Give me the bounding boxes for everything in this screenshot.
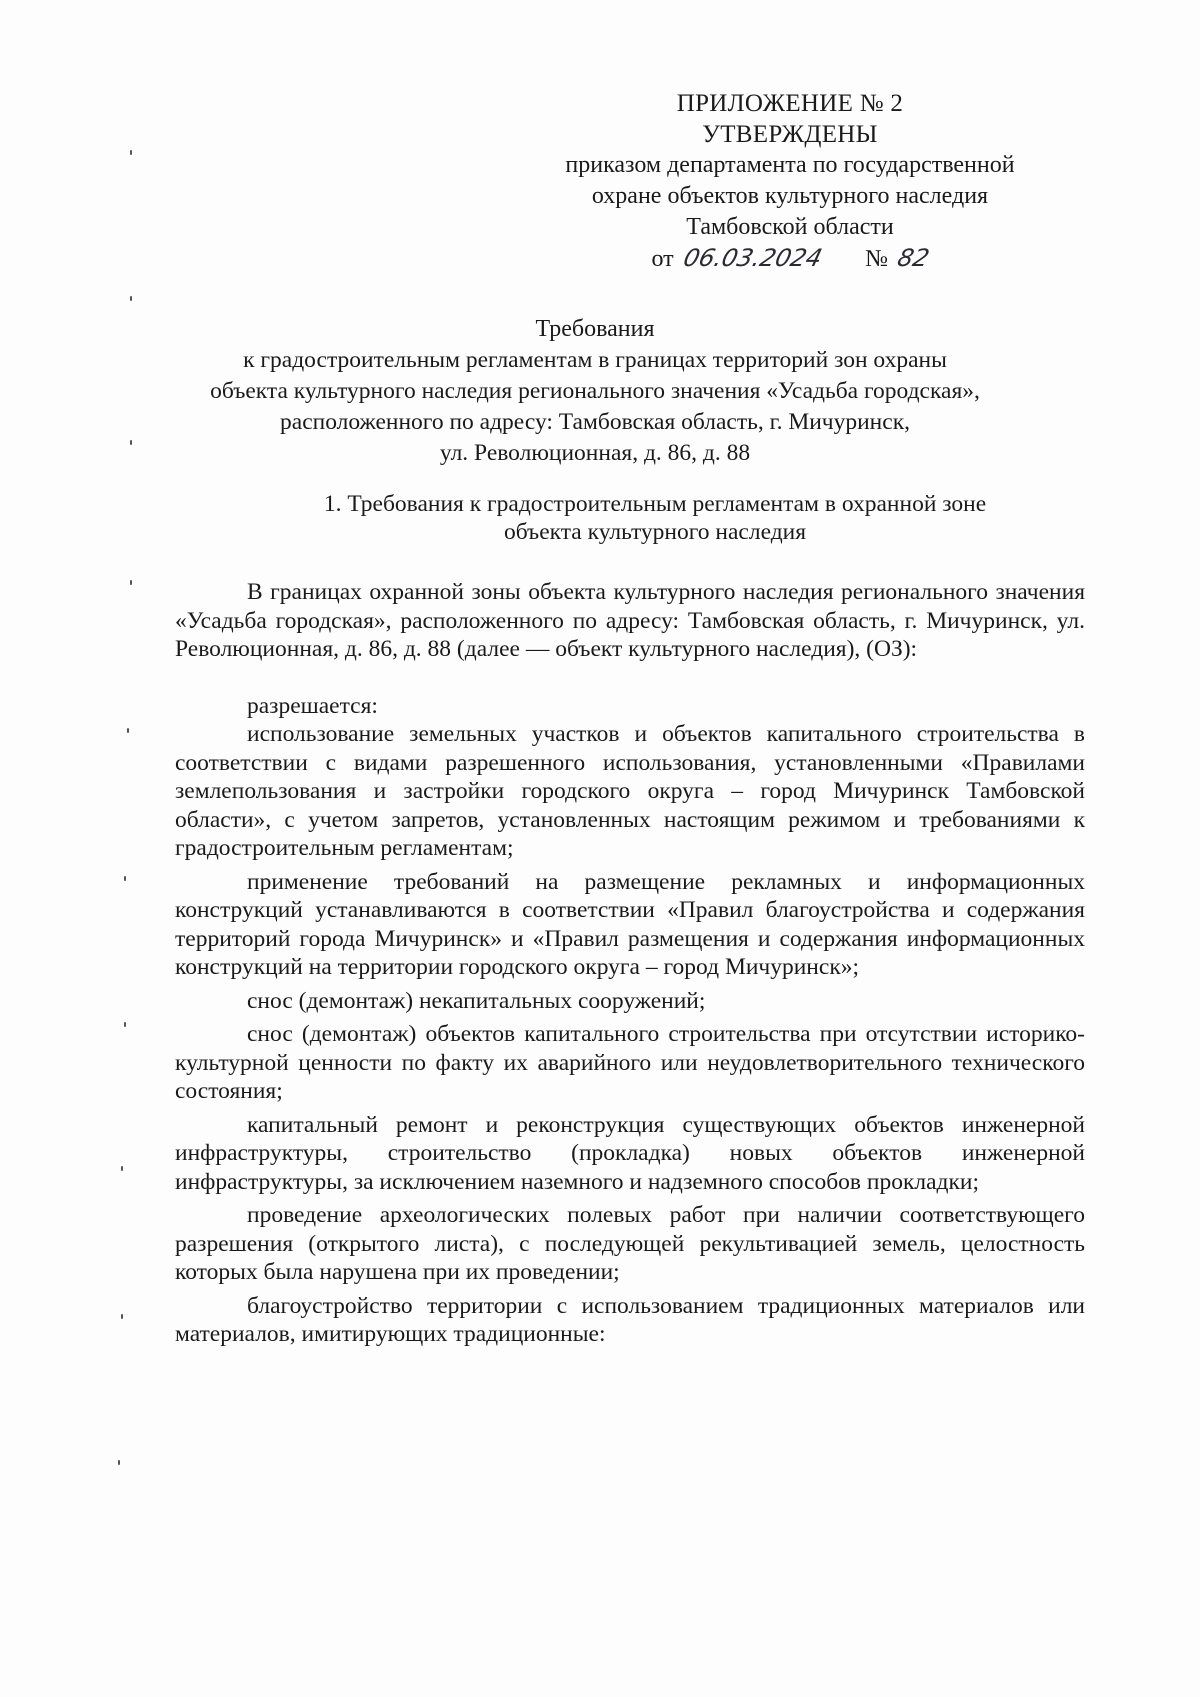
scan-speck [118,1460,120,1465]
title-line-1: к градостроительным регламентам в границах территорий зон охраны [243,347,947,373]
date-prefix: от [651,246,674,272]
order-line-2: охране объектов культурного наследия [591,183,989,209]
section-1-heading [240,490,1070,546]
scan-speck [124,1022,126,1027]
section-heading-line-2: объекта культурного наследия [503,519,807,545]
section-1-body [175,578,1085,1349]
allowed-item: применение требований на размещение рекламных и информационных конструкций устанавливаются в соответствии «Правил благоустройства и содержания территорий города Мичуринск» и «Правил размещения и содержания информационных конструкций на территории городского округа – город Мичуринск»; [175,868,1085,980]
title-line-3: расположенного по адресу: Тамбовская область, г. Мичуринск, [280,409,910,435]
allowed-item: капитальный ремонт и реконструкция существующих объектов инженерной инфраструктуры, строительство (прокладка) новых объектов инженерной инфраструктуры, за исключением наземного и надземного способов прокладки; [175,1111,1085,1195]
approval-block [520,88,1060,275]
scan-speck [130,440,132,445]
scan-speck [121,1314,123,1319]
intro-paragraph: В границах охранной зоны объекта культурного наследия регионального значения «Усадьба городская», расположенного по адресу: Тамбовская область, г. Мичуринск, ул. Революционная, д. 86, д. 88 (далее — объект культурного наследия), (ОЗ): [175,579,1085,662]
section-heading-line-1: 1. Требования к градостроительным регламентам в охранной зоне [323,491,987,517]
title-line-2: объекта культурного наследия регионального значения «Усадьба городская», [210,378,980,404]
handwritten-number: 82 [894,244,933,272]
handwritten-date: 06.03.2024 [680,244,825,272]
allowed-label: разрешается: [247,692,378,719]
order-date-line [520,243,1060,275]
order-line-3: Тамбовской области [686,214,894,240]
scan-speck [130,150,132,155]
scan-speck [121,1166,123,1171]
allowed-item: проведение археологических полевых работ при наличии соответствующего разрешения (открытого листа), с последующей рекультивацией земель, целостность которых была нарушена при их проведении; [175,1202,1085,1285]
order-line-1: приказом департамента по государственной [565,152,1015,178]
approved-caption: УТВЕРЖДЕНЫ [702,121,878,148]
scan-speck [124,876,126,881]
allowed-item: благоустройство территории с использованием традиционных материалов или материалов, имитирующих традиционные: [175,1292,1085,1347]
appendix-number: ПРИЛОЖЕНИЕ № 2 [676,90,904,117]
scan-speck [130,296,132,301]
title-main: Требования [535,316,655,342]
scan-speck [130,580,132,585]
allowed-item: снос (демонтаж) объектов капитального строительства при отсутствии историко-культурной ценности по факту их аварийного или неудовлетворительного технического состояния; [175,1021,1085,1104]
title-line-4: ул. Революционная, д. 86, д. 88 [439,440,751,466]
allowed-item: использование земельных участков и объектов капитального строительства в соответствии с видами разрешенного использования, установленными «Правилами землепользования и застройки городского округа – город Мичуринск Тамбовской области», с учетом запретов, установленных настоящим режимом и требованиями к градостроительным регламентам; [175,721,1085,861]
document-title [150,314,1040,469]
number-prefix: № [865,246,888,272]
scan-speck [127,728,129,733]
allowed-item: снос (демонтаж) некапитальных сооружений; [247,987,706,1014]
